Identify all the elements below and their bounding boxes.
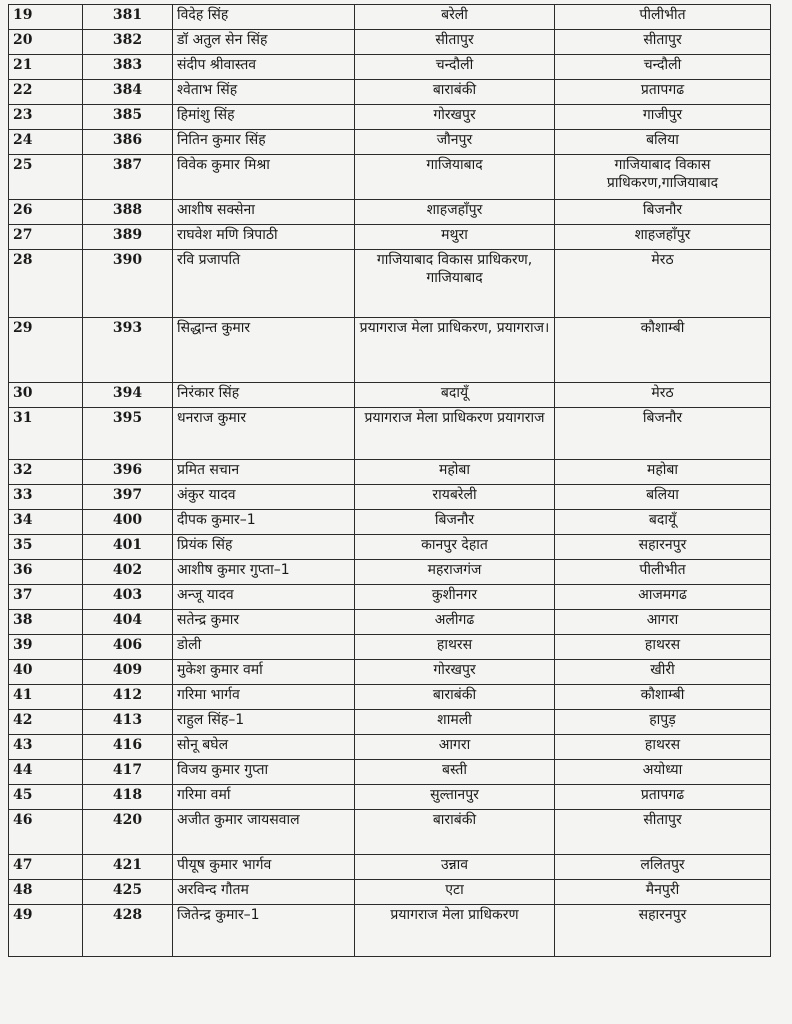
new-posting-cell: मेरठ bbox=[555, 383, 771, 408]
current-posting-cell: चन्दौली bbox=[355, 55, 555, 80]
record-number-cell: 389 bbox=[83, 225, 173, 250]
table-row bbox=[9, 760, 771, 785]
new-posting-cell: पीलीभीत bbox=[555, 560, 771, 585]
transfer-table bbox=[8, 4, 771, 957]
record-number-cell: 383 bbox=[83, 55, 173, 80]
record-number-cell: 416 bbox=[83, 735, 173, 760]
table-row bbox=[9, 560, 771, 585]
new-posting-cell: बलिया bbox=[555, 130, 771, 155]
table-row bbox=[9, 610, 771, 635]
table-row bbox=[9, 710, 771, 735]
serial-number-cell: 31 bbox=[9, 408, 83, 460]
serial-number-cell: 19 bbox=[9, 5, 83, 30]
serial-number-cell: 41 bbox=[9, 685, 83, 710]
table-row bbox=[9, 5, 771, 30]
serial-number-cell: 35 bbox=[9, 535, 83, 560]
record-number-cell: 412 bbox=[83, 685, 173, 710]
serial-number-cell: 36 bbox=[9, 560, 83, 585]
record-number-cell: 402 bbox=[83, 560, 173, 585]
record-number-cell: 420 bbox=[83, 810, 173, 855]
current-posting-cell: रायबरेली bbox=[355, 485, 555, 510]
record-number-cell: 395 bbox=[83, 408, 173, 460]
table-row bbox=[9, 383, 771, 408]
new-posting-cell: हापुड़ bbox=[555, 710, 771, 735]
new-posting-cell: अयोध्या bbox=[555, 760, 771, 785]
record-number-cell: 425 bbox=[83, 880, 173, 905]
officer-name-cell: आशीष सक्सेना bbox=[173, 200, 355, 225]
new-posting-cell: बदायूँ bbox=[555, 510, 771, 535]
officer-name-cell: हिमांशु सिंह bbox=[173, 105, 355, 130]
officer-name-cell: डॉ अतुल सेन सिंह bbox=[173, 30, 355, 55]
record-number-cell: 387 bbox=[83, 155, 173, 200]
new-posting-cell: कौशाम्बी bbox=[555, 685, 771, 710]
current-posting-cell: गोरखपुर bbox=[355, 660, 555, 685]
record-number-cell: 390 bbox=[83, 250, 173, 318]
current-posting-cell: बिजनौर bbox=[355, 510, 555, 535]
serial-number-cell: 24 bbox=[9, 130, 83, 155]
table-row bbox=[9, 155, 771, 200]
officer-name-cell: रवि प्रजापति bbox=[173, 250, 355, 318]
serial-number-cell: 22 bbox=[9, 80, 83, 105]
current-posting-cell: एटा bbox=[355, 880, 555, 905]
officer-name-cell: राहुल सिंह–1 bbox=[173, 710, 355, 735]
officer-name-cell: श्वेताभ सिंह bbox=[173, 80, 355, 105]
officer-name-cell: सतेन्द्र कुमार bbox=[173, 610, 355, 635]
serial-number-cell: 49 bbox=[9, 905, 83, 957]
serial-number-cell: 25 bbox=[9, 155, 83, 200]
table-row bbox=[9, 785, 771, 810]
current-posting-cell: प्रयागराज मेला प्राधिकरण, प्रयागराज। bbox=[355, 318, 555, 383]
new-posting-cell: आजमगढ bbox=[555, 585, 771, 610]
new-posting-cell: शाहजहाँपुर bbox=[555, 225, 771, 250]
officer-name-cell: राघवेश मणि त्रिपाठी bbox=[173, 225, 355, 250]
table-row bbox=[9, 485, 771, 510]
table-row bbox=[9, 660, 771, 685]
officer-name-cell: विदेह सिंह bbox=[173, 5, 355, 30]
record-number-cell: 401 bbox=[83, 535, 173, 560]
officer-name-cell: प्रियंक सिंह bbox=[173, 535, 355, 560]
serial-number-cell: 30 bbox=[9, 383, 83, 408]
new-posting-cell: मेरठ bbox=[555, 250, 771, 318]
new-posting-cell: सहारनपुर bbox=[555, 905, 771, 957]
new-posting-cell: बिजनौर bbox=[555, 200, 771, 225]
serial-number-cell: 47 bbox=[9, 855, 83, 880]
officer-name-cell: जितेन्द्र कुमार–1 bbox=[173, 905, 355, 957]
officer-name-cell: दीपक कुमार–1 bbox=[173, 510, 355, 535]
table-row bbox=[9, 735, 771, 760]
officer-name-cell: अजीत कुमार जायसवाल bbox=[173, 810, 355, 855]
serial-number-cell: 33 bbox=[9, 485, 83, 510]
current-posting-cell: जौनपुर bbox=[355, 130, 555, 155]
serial-number-cell: 44 bbox=[9, 760, 83, 785]
serial-number-cell: 21 bbox=[9, 55, 83, 80]
table-row bbox=[9, 880, 771, 905]
serial-number-cell: 34 bbox=[9, 510, 83, 535]
record-number-cell: 394 bbox=[83, 383, 173, 408]
current-posting-cell: महराजगंज bbox=[355, 560, 555, 585]
record-number-cell: 403 bbox=[83, 585, 173, 610]
new-posting-cell: कौशाम्बी bbox=[555, 318, 771, 383]
serial-number-cell: 46 bbox=[9, 810, 83, 855]
record-number-cell: 418 bbox=[83, 785, 173, 810]
record-number-cell: 397 bbox=[83, 485, 173, 510]
table-row bbox=[9, 905, 771, 957]
serial-number-cell: 23 bbox=[9, 105, 83, 130]
table-row bbox=[9, 408, 771, 460]
new-posting-cell: गाजियाबाद विकास प्राधिकरण,गाजियाबाद bbox=[555, 155, 771, 200]
current-posting-cell: हाथरस bbox=[355, 635, 555, 660]
officer-name-cell: विजय कुमार गुप्ता bbox=[173, 760, 355, 785]
new-posting-cell: हाथरस bbox=[555, 635, 771, 660]
current-posting-cell: अलीगढ bbox=[355, 610, 555, 635]
record-number-cell: 388 bbox=[83, 200, 173, 225]
current-posting-cell: कानपुर देहात bbox=[355, 535, 555, 560]
officer-name-cell: अन्जू यादव bbox=[173, 585, 355, 610]
serial-number-cell: 43 bbox=[9, 735, 83, 760]
new-posting-cell: चन्दौली bbox=[555, 55, 771, 80]
serial-number-cell: 37 bbox=[9, 585, 83, 610]
serial-number-cell: 32 bbox=[9, 460, 83, 485]
current-posting-cell: बदायूँ bbox=[355, 383, 555, 408]
current-posting-cell: बरेली bbox=[355, 5, 555, 30]
record-number-cell: 428 bbox=[83, 905, 173, 957]
new-posting-cell: पीलीभीत bbox=[555, 5, 771, 30]
current-posting-cell: गाजियाबाद bbox=[355, 155, 555, 200]
record-number-cell: 413 bbox=[83, 710, 173, 735]
record-number-cell: 406 bbox=[83, 635, 173, 660]
new-posting-cell: आगरा bbox=[555, 610, 771, 635]
officer-name-cell: सिद्धान्त कुमार bbox=[173, 318, 355, 383]
serial-number-cell: 29 bbox=[9, 318, 83, 383]
record-number-cell: 386 bbox=[83, 130, 173, 155]
current-posting-cell: शाहजहाँपुर bbox=[355, 200, 555, 225]
table-row bbox=[9, 510, 771, 535]
new-posting-cell: सहारनपुर bbox=[555, 535, 771, 560]
table-row bbox=[9, 685, 771, 710]
officer-name-cell: मुकेश कुमार वर्मा bbox=[173, 660, 355, 685]
serial-number-cell: 20 bbox=[9, 30, 83, 55]
record-number-cell: 396 bbox=[83, 460, 173, 485]
table-row bbox=[9, 80, 771, 105]
table-row bbox=[9, 200, 771, 225]
officer-name-cell: अंकुर यादव bbox=[173, 485, 355, 510]
current-posting-cell: उन्नाव bbox=[355, 855, 555, 880]
serial-number-cell: 26 bbox=[9, 200, 83, 225]
serial-number-cell: 45 bbox=[9, 785, 83, 810]
table-row bbox=[9, 30, 771, 55]
record-number-cell: 393 bbox=[83, 318, 173, 383]
serial-number-cell: 40 bbox=[9, 660, 83, 685]
officer-name-cell: पीयूष कुमार भार्गव bbox=[173, 855, 355, 880]
current-posting-cell: बाराबंकी bbox=[355, 685, 555, 710]
record-number-cell: 409 bbox=[83, 660, 173, 685]
record-number-cell: 417 bbox=[83, 760, 173, 785]
serial-number-cell: 39 bbox=[9, 635, 83, 660]
record-number-cell: 400 bbox=[83, 510, 173, 535]
record-number-cell: 382 bbox=[83, 30, 173, 55]
serial-number-cell: 38 bbox=[9, 610, 83, 635]
table-row bbox=[9, 535, 771, 560]
officer-name-cell: संदीप श्रीवास्तव bbox=[173, 55, 355, 80]
officer-name-cell: डोली bbox=[173, 635, 355, 660]
table-row bbox=[9, 225, 771, 250]
officer-name-cell: नितिन कुमार सिंह bbox=[173, 130, 355, 155]
current-posting-cell: बाराबंकी bbox=[355, 810, 555, 855]
current-posting-cell: गाजियाबाद विकास प्राधिकरण, गाजियाबाद bbox=[355, 250, 555, 318]
new-posting-cell: सीतापुर bbox=[555, 30, 771, 55]
officer-name-cell: धनराज कुमार bbox=[173, 408, 355, 460]
table-row bbox=[9, 250, 771, 318]
table-row bbox=[9, 318, 771, 383]
officer-name-cell: निरंकार सिंह bbox=[173, 383, 355, 408]
new-posting-cell: प्रतापगढ bbox=[555, 785, 771, 810]
serial-number-cell: 28 bbox=[9, 250, 83, 318]
table-row bbox=[9, 105, 771, 130]
officer-name-cell: प्रमित सचान bbox=[173, 460, 355, 485]
new-posting-cell: बिजनौर bbox=[555, 408, 771, 460]
new-posting-cell: खीरी bbox=[555, 660, 771, 685]
table-row bbox=[9, 130, 771, 155]
current-posting-cell: कुशीनगर bbox=[355, 585, 555, 610]
transfer-table-body bbox=[9, 5, 771, 957]
new-posting-cell: प्रतापगढ bbox=[555, 80, 771, 105]
new-posting-cell: महोबा bbox=[555, 460, 771, 485]
table-row bbox=[9, 855, 771, 880]
current-posting-cell: बस्ती bbox=[355, 760, 555, 785]
officer-name-cell: आशीष कुमार गुप्ता–1 bbox=[173, 560, 355, 585]
record-number-cell: 385 bbox=[83, 105, 173, 130]
current-posting-cell: आगरा bbox=[355, 735, 555, 760]
table-row bbox=[9, 460, 771, 485]
current-posting-cell: सुल्तानपुर bbox=[355, 785, 555, 810]
new-posting-cell: मैनपुरी bbox=[555, 880, 771, 905]
table-row bbox=[9, 810, 771, 855]
record-number-cell: 381 bbox=[83, 5, 173, 30]
officer-name-cell: गरिमा भार्गव bbox=[173, 685, 355, 710]
table-row bbox=[9, 635, 771, 660]
current-posting-cell: प्रयागराज मेला प्राधिकरण bbox=[355, 905, 555, 957]
current-posting-cell: शामली bbox=[355, 710, 555, 735]
record-number-cell: 384 bbox=[83, 80, 173, 105]
officer-name-cell: सोनू बघेल bbox=[173, 735, 355, 760]
new-posting-cell: बलिया bbox=[555, 485, 771, 510]
serial-number-cell: 27 bbox=[9, 225, 83, 250]
table-row bbox=[9, 55, 771, 80]
new-posting-cell: गाजीपुर bbox=[555, 105, 771, 130]
current-posting-cell: बाराबंकी bbox=[355, 80, 555, 105]
new-posting-cell: हाथरस bbox=[555, 735, 771, 760]
table-row bbox=[9, 585, 771, 610]
officer-name-cell: अरविन्द गौतम bbox=[173, 880, 355, 905]
officer-name-cell: गरिमा वर्मा bbox=[173, 785, 355, 810]
serial-number-cell: 48 bbox=[9, 880, 83, 905]
current-posting-cell: महोबा bbox=[355, 460, 555, 485]
current-posting-cell: गोरखपुर bbox=[355, 105, 555, 130]
record-number-cell: 404 bbox=[83, 610, 173, 635]
new-posting-cell: सीतापुर bbox=[555, 810, 771, 855]
current-posting-cell: मथुरा bbox=[355, 225, 555, 250]
current-posting-cell: सीतापुर bbox=[355, 30, 555, 55]
new-posting-cell: ललितपुर bbox=[555, 855, 771, 880]
record-number-cell: 421 bbox=[83, 855, 173, 880]
officer-name-cell: विवेक कुमार मिश्रा bbox=[173, 155, 355, 200]
current-posting-cell: प्रयागराज मेला प्राधिकरण प्रयागराज bbox=[355, 408, 555, 460]
serial-number-cell: 42 bbox=[9, 710, 83, 735]
